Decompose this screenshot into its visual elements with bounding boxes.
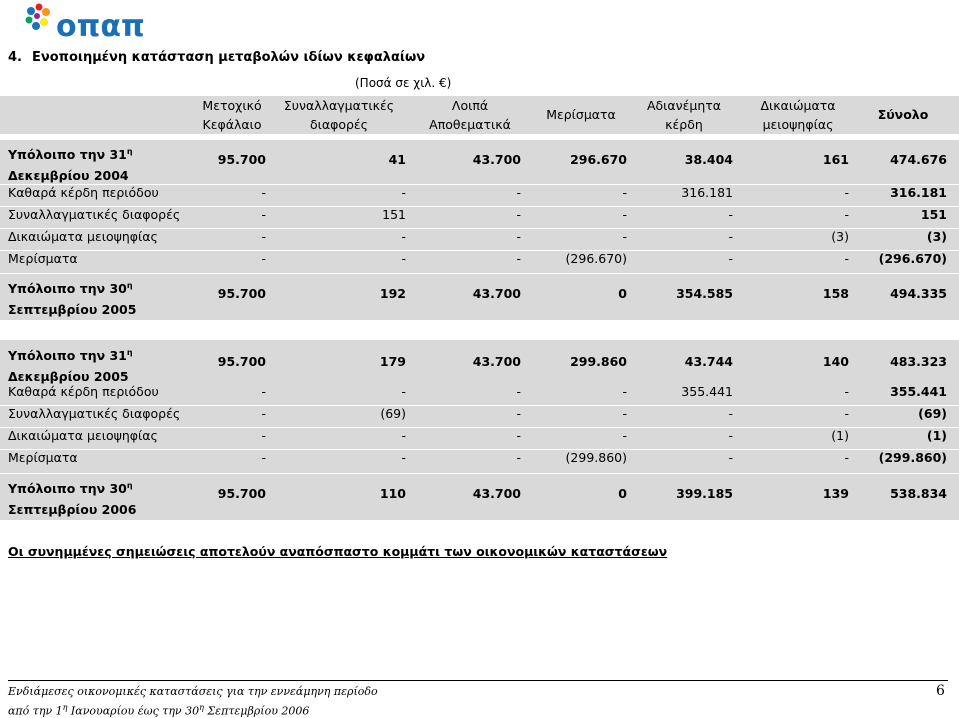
cell: (299.860) bbox=[878, 450, 947, 465]
cell: - bbox=[261, 185, 266, 200]
col-header-minority-interest: Δικαιώματα μειοψηφίας bbox=[760, 98, 836, 132]
cell: 158 bbox=[822, 286, 849, 301]
cell: - bbox=[728, 450, 733, 465]
balance-row-dec2004 bbox=[0, 140, 959, 184]
table-row bbox=[0, 428, 959, 450]
cell: - bbox=[844, 207, 849, 222]
cell: 355.441 bbox=[890, 384, 947, 399]
cell: 151 bbox=[382, 207, 406, 222]
cell: 316.181 bbox=[681, 185, 733, 200]
table-row bbox=[0, 406, 959, 428]
cell: - bbox=[622, 207, 627, 222]
table-row bbox=[0, 229, 959, 251]
cell: - bbox=[622, 428, 627, 443]
cell: (69) bbox=[380, 406, 406, 421]
cell: 41 bbox=[388, 152, 406, 167]
cell: 95.700 bbox=[217, 486, 266, 501]
cell: 43.700 bbox=[472, 486, 521, 501]
cell: - bbox=[622, 185, 627, 200]
opap-logo-mark bbox=[22, 2, 162, 42]
row-label: Υπόλοιπο την $31^\eta$ Δεκεμβρίου 2005 bbox=[8, 348, 133, 385]
row-label: Συναλλαγματικές διαφορές bbox=[8, 207, 181, 222]
cell: - bbox=[516, 428, 521, 443]
cell: - bbox=[516, 207, 521, 222]
page-number: 6 bbox=[936, 683, 945, 699]
cell: 161 bbox=[822, 152, 849, 167]
cell: (69) bbox=[918, 406, 947, 421]
cell: - bbox=[401, 450, 406, 465]
cell: - bbox=[622, 406, 627, 421]
cell: 139 bbox=[822, 486, 849, 501]
cell: 38.404 bbox=[684, 152, 733, 167]
cell: (1) bbox=[926, 428, 947, 443]
movements-block-2006 bbox=[0, 384, 959, 473]
row-label: Καθαρά κέρδη περιόδου bbox=[8, 384, 159, 399]
cell: 192 bbox=[379, 286, 406, 301]
row-label: Συναλλαγματικές διαφορές bbox=[8, 406, 181, 421]
row-label: Δικαιώματα μειοψηφίας bbox=[8, 428, 158, 443]
cell: - bbox=[622, 229, 627, 244]
cell: 0 bbox=[618, 486, 627, 501]
col-header-share-capital: Μετοχικό Κεφάλαιο bbox=[202, 98, 262, 132]
cell: 43.700 bbox=[472, 354, 521, 369]
section-title: Ενοποιημένη κατάσταση μεταβολών ιδίων κεφαλαίων bbox=[32, 50, 426, 65]
cell: - bbox=[622, 384, 627, 399]
cell: 354.585 bbox=[676, 286, 733, 301]
cell: (3) bbox=[926, 229, 947, 244]
cell: 43.700 bbox=[472, 152, 521, 167]
cell: (3) bbox=[831, 229, 849, 244]
cell: - bbox=[261, 207, 266, 222]
cell: - bbox=[401, 428, 406, 443]
balance-row-sep2005 bbox=[0, 274, 959, 320]
cell: (296.670) bbox=[878, 251, 947, 266]
cell: - bbox=[401, 384, 406, 399]
cell: - bbox=[401, 229, 406, 244]
cell: - bbox=[261, 384, 266, 399]
row-label: Δικαιώματα μειοψηφίας bbox=[8, 229, 158, 244]
cell: - bbox=[844, 251, 849, 266]
col-header-other-reserves: Λοιπά Αποθεματικά bbox=[429, 98, 511, 132]
section-number: 4. bbox=[8, 50, 22, 65]
row-label: Μερίσματα bbox=[8, 450, 78, 465]
table-row bbox=[0, 251, 959, 273]
cell: 355.441 bbox=[681, 384, 733, 399]
section-heading bbox=[8, 50, 425, 65]
cell: - bbox=[844, 384, 849, 399]
cell: 399.185 bbox=[676, 486, 733, 501]
cell: 110 bbox=[379, 486, 406, 501]
col-header-dividends: Μερίσματα bbox=[546, 107, 616, 122]
cell: - bbox=[401, 251, 406, 266]
table-header bbox=[0, 96, 959, 134]
balance-row-dec2005 bbox=[0, 340, 959, 386]
cell: 151 bbox=[920, 207, 947, 222]
cell: - bbox=[261, 428, 266, 443]
cell: - bbox=[516, 251, 521, 266]
cell: - bbox=[728, 406, 733, 421]
row-label: Υπόλοιπο την $30^\eta$ Σεπτεμβρίου 2006 bbox=[8, 481, 137, 518]
cell: - bbox=[516, 384, 521, 399]
cell: 494.335 bbox=[890, 286, 947, 301]
cell: 140 bbox=[822, 354, 849, 369]
cell: (1) bbox=[831, 428, 849, 443]
cell: 43.744 bbox=[684, 354, 733, 369]
footer-line-1: Ενδιάμεσες οικονομικές καταστάσεις για την εννεάμηνη περίοδο bbox=[8, 685, 378, 698]
movements-block-2005 bbox=[0, 185, 959, 273]
row-label: Καθαρά κέρδη περιόδου bbox=[8, 185, 159, 200]
cell: - bbox=[728, 251, 733, 266]
cell: 0 bbox=[618, 286, 627, 301]
opap-logo bbox=[22, 2, 162, 42]
table-row bbox=[0, 185, 959, 207]
cell: - bbox=[261, 406, 266, 421]
cell: - bbox=[844, 185, 849, 200]
row-label: Υπόλοιπο την $30^\eta$ Σεπτεμβρίου 2005 bbox=[8, 281, 137, 318]
table-row bbox=[0, 450, 959, 472]
logo-text: οπαπ bbox=[56, 9, 145, 42]
cell: 296.670 bbox=[570, 152, 627, 167]
cell: - bbox=[844, 406, 849, 421]
col-header-retained-earnings: Αδιανέμητα κέρδη bbox=[646, 98, 722, 132]
footer-line-2: από την $1^\eta$ Ιανουαρίου έως την $30^\eta$ Σεπτεμβρίου 2006 bbox=[8, 703, 310, 718]
cell: - bbox=[261, 251, 266, 266]
cell: - bbox=[516, 185, 521, 200]
cell: 299.860 bbox=[570, 354, 627, 369]
cell: 316.181 bbox=[890, 185, 947, 200]
footer-divider bbox=[8, 680, 948, 681]
cell: - bbox=[728, 229, 733, 244]
cell: 179 bbox=[379, 354, 406, 369]
cell: 538.834 bbox=[890, 486, 947, 501]
row-label: Μερίσματα bbox=[8, 251, 78, 266]
table-row bbox=[0, 384, 959, 406]
table-row bbox=[0, 207, 959, 229]
col-header-fx-differences: Συναλλαγματικές διαφορές bbox=[283, 98, 395, 132]
cell: 483.323 bbox=[890, 354, 947, 369]
balance-row-sep2006 bbox=[0, 474, 959, 520]
cell: - bbox=[516, 229, 521, 244]
cell: (296.670) bbox=[565, 251, 627, 266]
cell: 474.676 bbox=[890, 152, 947, 167]
cell: - bbox=[261, 450, 266, 465]
cell: 43.700 bbox=[472, 286, 521, 301]
cell: 95.700 bbox=[217, 286, 266, 301]
row-label: Υπόλοιπο την $31^\eta$ Δεκεμβρίου 2004 bbox=[8, 147, 133, 184]
notes-disclaimer: Οι συνημμένες σημειώσεις αποτελούν αναπόσπαστο κομμάτι των οικονομικών καταστάσεων bbox=[8, 544, 668, 559]
cell: 95.700 bbox=[217, 354, 266, 369]
cell: - bbox=[401, 185, 406, 200]
cell: - bbox=[261, 229, 266, 244]
cell: - bbox=[516, 406, 521, 421]
cell: - bbox=[728, 428, 733, 443]
cell: (299.860) bbox=[565, 450, 627, 465]
cell: - bbox=[516, 450, 521, 465]
col-header-total: Σύνολο bbox=[877, 107, 929, 122]
cell: 95.700 bbox=[217, 152, 266, 167]
cell: - bbox=[728, 207, 733, 222]
cell: - bbox=[844, 450, 849, 465]
amounts-note: (Ποσά σε χιλ. €) bbox=[355, 76, 452, 90]
